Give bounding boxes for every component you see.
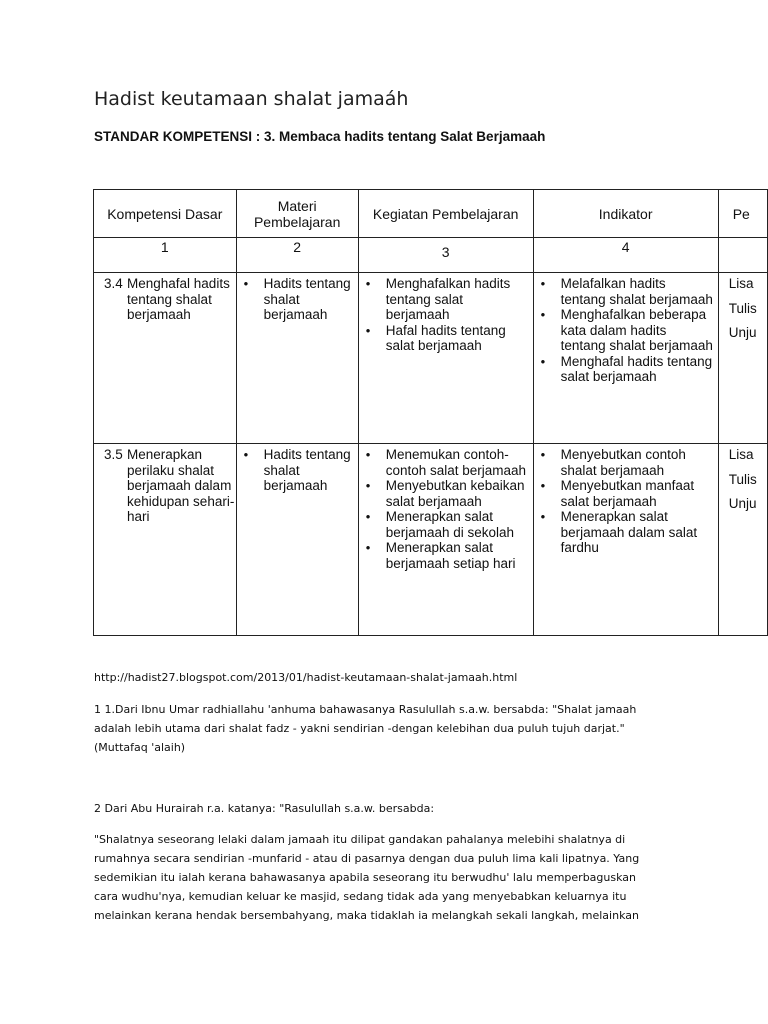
- penilaian-cell: [719, 276, 767, 341]
- kompetensi-cell: [94, 276, 236, 323]
- col-number: 4: [533, 238, 718, 273]
- penilaian-item: Unju: [728, 325, 757, 340]
- list-item: • Menghafalkan beberapa kata dalam hadits tentang shalat berjamaah: [561, 307, 714, 354]
- source-link[interactable]: http://hadist27.blogspot.com/2013/01/hadist-keutamaan-shalat-jamaah.html: [94, 671, 518, 684]
- penilaian-item: Lisa: [728, 447, 754, 462]
- text-line: cara wudhu'nya, kemudian keluar ke masjid, sedang tidak ada yang menyebabkan keluarnya itu: [94, 890, 627, 903]
- text-line: melainkan kerana hendak bersembahyang, maka tidaklah ia melangkah sekali langkah, melainkan: [94, 909, 639, 922]
- hadith-paragraph-1: [94, 700, 764, 757]
- list-item: • Hafal hadits tentang salat berjamaah: [386, 323, 529, 354]
- text-line: (Muttafaq 'alaih): [94, 741, 186, 754]
- text-line: rumahnya secara sendirian -munfarid - atau di pasarnya dengan dua puluh lima kali lipatnya. Yang: [94, 852, 640, 865]
- kompetensi-cell: [94, 447, 236, 525]
- penilaian-item: Tulis: [728, 471, 757, 487]
- header-materi: Materi Pembelajaran: [236, 190, 358, 238]
- header-indikator: Indikator: [533, 190, 718, 238]
- table-header-row: [94, 190, 768, 238]
- table-row: [94, 444, 768, 636]
- kd-text: Menghafal hadits tentang shalat berjamaah: [127, 276, 230, 322]
- list-item: • Menemukan contoh-contoh salat berjamaah: [386, 447, 529, 478]
- table-number-row: [94, 238, 768, 273]
- penilaian-item: Unju: [728, 496, 757, 511]
- competency-table: [93, 189, 768, 636]
- materi-list: [237, 447, 358, 494]
- list-item: • Hadits tentang shalat berjamaah: [264, 447, 354, 494]
- penilaian-item: Tulis: [728, 300, 757, 316]
- header-penilaian: Pe: [718, 190, 767, 238]
- list-item: • Menerapkan salat berjamaah di sekolah: [386, 509, 529, 540]
- materi-list: [237, 276, 358, 323]
- list-item: • Menghafalkan hadits tentang salat berjamaah: [386, 276, 529, 323]
- penilaian-cell: [719, 447, 767, 512]
- list-item: • Menghafal hadits tentang salat berjamaah: [561, 354, 714, 385]
- kegiatan-list: [359, 276, 533, 354]
- list-item: • Menerapkan salat berjamaah setiap hari: [386, 540, 529, 571]
- page-title: Hadist keutamaan shalat jamaáh: [94, 88, 409, 110]
- list-item: • Hadits tentang shalat berjamaah: [264, 276, 354, 323]
- kd-number: 3.4: [104, 276, 123, 291]
- header-kompetensi-dasar: Kompetensi Dasar: [94, 190, 237, 238]
- standar-kompetensi: STANDAR KOMPETENSI : 3. Membaca hadits tentang Salat Berjamaah: [94, 129, 546, 144]
- table-row: [94, 273, 768, 444]
- text-line: "Shalatnya seseorang lelaki dalam jamaah itu dilipat gandakan pahalanya melebihi shalatnya di: [94, 833, 626, 846]
- col-number: 2: [236, 238, 358, 273]
- kd-number: 3.5: [104, 447, 123, 462]
- list-item: • Menyebutkan manfaat salat berjamaah: [561, 478, 714, 509]
- list-item: • Melafalkan hadits tentang shalat berjamaah: [561, 276, 714, 307]
- list-item: • Menyebutkan kebaikan salat berjamaah: [386, 478, 529, 509]
- col-number: 1: [94, 238, 237, 273]
- header-kegiatan: Kegiatan Pembelajaran: [358, 190, 533, 238]
- indikator-list: [534, 276, 718, 385]
- text-line: 2 Dari Abu Hurairah r.a. katanya: "Rasulullah s.a.w. bersabda:: [94, 802, 435, 815]
- list-item: • Menerapkan salat berjamaah dalam salat fardhu: [561, 509, 714, 556]
- hadith-heading-2: [94, 799, 764, 818]
- hadith-paragraph-2: [94, 830, 764, 925]
- text-line: sedemikian itu ialah kerana bahawasanya apabila seseorang itu berwudhu' lalu memperbaguskan: [94, 871, 636, 884]
- penilaian-item: Lisa: [728, 276, 754, 291]
- kd-text: Menerapkan perilaku shalat berjamaah dalam kehidupan sehari-hari: [127, 447, 235, 524]
- kegiatan-list: [359, 447, 533, 571]
- list-item: • Menyebutkan contoh shalat berjamaah: [561, 447, 714, 478]
- indikator-list: [534, 447, 718, 556]
- col-number: [718, 238, 767, 273]
- text-line: adalah lebih utama dari shalat fadz - yakni sendirian -dengan kelebihan dua puluh tujuh darjat.": [94, 722, 625, 735]
- col-number: 3: [358, 238, 533, 273]
- text-line: 1 1.Dari Ibnu Umar radhiallahu 'anhuma bahawasanya Rasulullah s.a.w. bersabda: "Shalat jamaah: [94, 703, 637, 716]
